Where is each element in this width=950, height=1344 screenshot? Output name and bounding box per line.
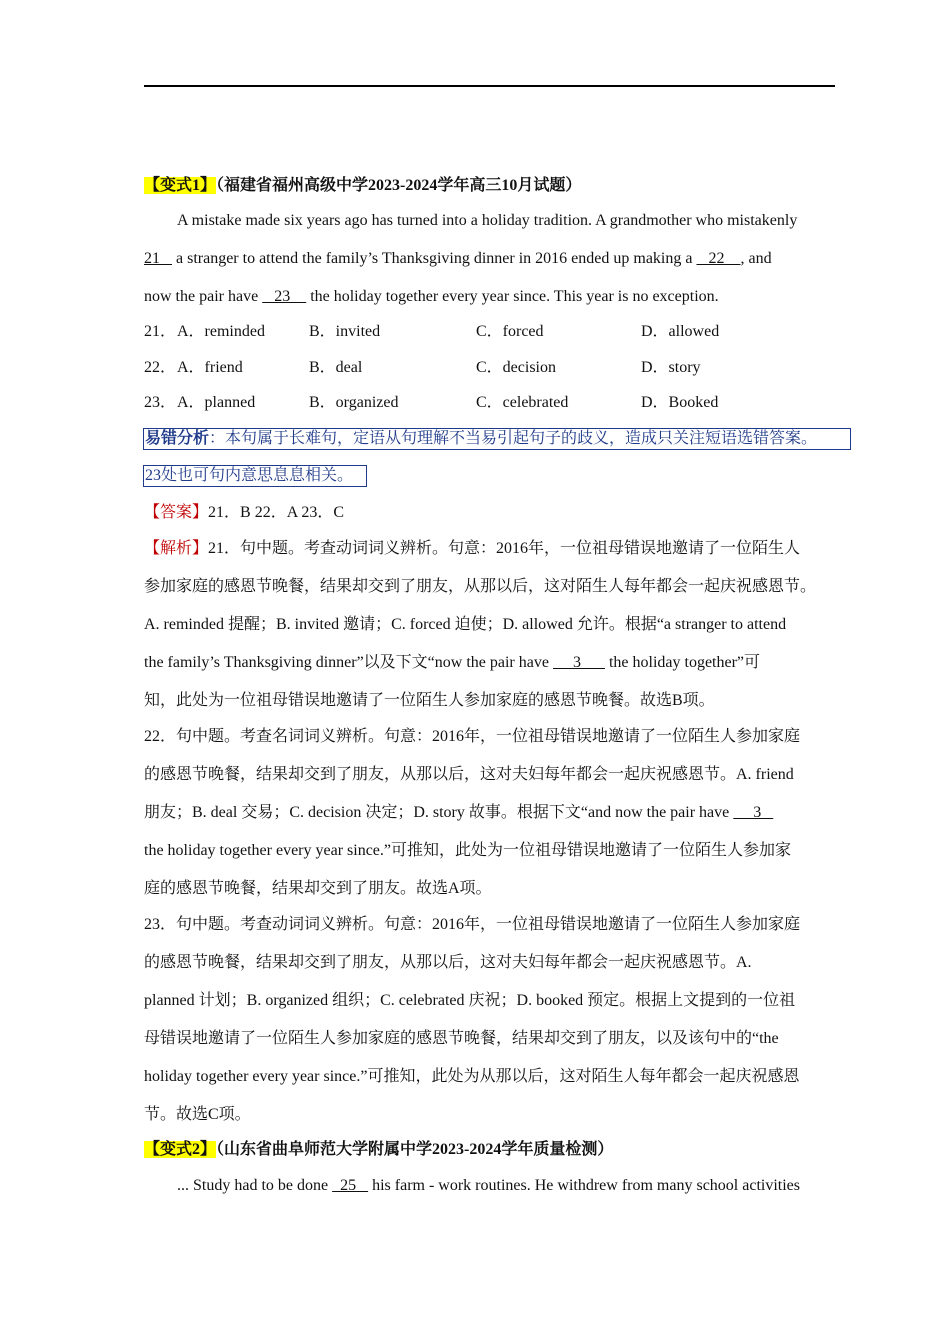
explanation-23-line-6: 节。故选C项。 (144, 1106, 251, 1123)
error-analysis-line-2: 23处也可句内意思息息相关。 (143, 465, 367, 487)
explanation-21-line-3: A. reminded 提醒；B. invited 邀请；C. forced 迫使；D. allowed 允许。根据“a stranger to attend (144, 616, 787, 633)
passage-line-1: A mistake made six years ago has turned into a holiday tradition. A grandmother who mistakenly (177, 212, 798, 229)
question-22-number: 22． (144, 359, 177, 376)
answer-text: 21．B 22．A 23．C (208, 504, 345, 521)
option-22-c: C．decision (476, 359, 556, 376)
variant2-heading (144, 1140, 613, 1160)
variant1-heading (144, 176, 581, 196)
option-21-a: A．reminded (177, 323, 265, 340)
explanation-23-line-1: 23．句中题。考查动词词义辨析。句意：2016年，一位祖母错误地邀请了一位陌生人参加家庭 (144, 916, 801, 933)
header-rule (144, 85, 835, 87)
variant2-label: 【变式2】 (144, 1141, 217, 1158)
option-23-d: D．Booked (641, 394, 719, 411)
variant1-source: （福建省福州高级中学2023-2024学年高三10月试题） (216, 177, 582, 194)
question-23-number: 23． (144, 394, 177, 411)
answer-line (144, 503, 344, 523)
option-23-b: B．organized (309, 394, 399, 411)
explanation-23-line-5: holiday together every year since.”可推知，此处为从那以后，这对陌生人每年都会一起庆祝感恩 (144, 1068, 800, 1085)
question-21-number: 21． (144, 323, 177, 340)
blank-25: 25 (332, 1177, 369, 1194)
explanation-23-line-4: 母错误地邀请了一位陌生人参加家庭的感恩节晚餐，结果却交到了朋友，以及该句中的“the (144, 1030, 779, 1047)
explanation-22-line-4: the holiday together every year since.”可推知，此处为一位祖母错误地邀请了一位陌生人参加家 (144, 842, 792, 859)
passage-line-3: now the pair have 23 the holiday together every year since. This year is no exception. (144, 288, 719, 305)
blank-23: 23 (262, 288, 307, 305)
explanation-22-line-1: 22．句中题。考查名词词义辨析。句意：2016年，一位祖母错误地邀请了一位陌生人参加家庭 (144, 728, 801, 745)
variant1-label: 【变式1】 (144, 177, 217, 194)
explanation-21-line-4: the family’s Thanksgiving dinner”以及下文“now the pair have 3 the holiday together”可 (144, 654, 761, 671)
option-22-a: A．friend (177, 359, 243, 376)
option-22-d: D．story (641, 359, 701, 376)
variant2-passage-line-1: ... Study had to be done 25 his farm - work routines. He withdrew from many school activities (177, 1177, 800, 1194)
option-23-a: A．planned (177, 394, 256, 411)
option-22-b: B．deal (309, 359, 363, 376)
error-analysis-title: 易错分析 (145, 430, 210, 447)
answer-label: 【答案】 (144, 504, 209, 521)
passage-line-2: 21 a stranger to attend the family’s Thanksgiving dinner in 2016 ended up making a 22 , and (144, 250, 772, 267)
explanation-label: 【解析】 (144, 540, 209, 557)
explanation-23-line-2: 的感恩节晚餐，结果却交到了朋友，从那以后，这对夫妇每年都会一起庆祝感恩节。A. (144, 954, 752, 971)
explanation-21-line-2: 参加家庭的感恩节晚餐，结果却交到了朋友，从那以后，这对陌生人每年都会一起庆祝感恩节。 (144, 578, 817, 595)
blank-21: 21 (144, 250, 172, 267)
explanation-21-line-5: 知，此处为一位祖母错误地邀请了一位陌生人参加家庭的感恩节晚餐。故选B项。 (144, 692, 715, 709)
explanation-23-line-3: planned 计划；B. organized 组织；C. celebrated 庆祝；D. booked 预定。根据上文提到的一位祖 (144, 992, 796, 1009)
blank-22: 22 (696, 250, 741, 267)
option-21-d: D．allowed (641, 323, 720, 340)
explanation-22-line-3: 朋友；B. deal 交易；C. decision 决定；D. story 故事。根据下文“and now the pair have 3 (144, 804, 774, 821)
option-21-b: B．invited (309, 323, 381, 340)
error-analysis-line-1: 易错分析：本句属于长难句，定语从句理解不当易引起句子的歧义，造成只关注短语选错答案。 (143, 428, 851, 450)
option-23-c: C．celebrated (476, 394, 569, 411)
explanation-22-line-5: 庭的感恩节晚餐，结果却交到了朋友。故选A项。 (144, 880, 492, 897)
variant2-source: （山东省曲阜师范大学附属中学2023-2024学年质量检测） (216, 1141, 614, 1158)
explanation-21-line-1: 【解析】21．句中题。考查动词词义辨析。句意：2016年，一位祖母错误地邀请了一位陌生人 (144, 540, 801, 557)
explanation-22-line-2: 的感恩节晚餐，结果却交到了朋友，从那以后，这对夫妇每年都会一起庆祝感恩节。A. friend (144, 766, 794, 783)
option-21-c: C．forced (476, 323, 544, 340)
